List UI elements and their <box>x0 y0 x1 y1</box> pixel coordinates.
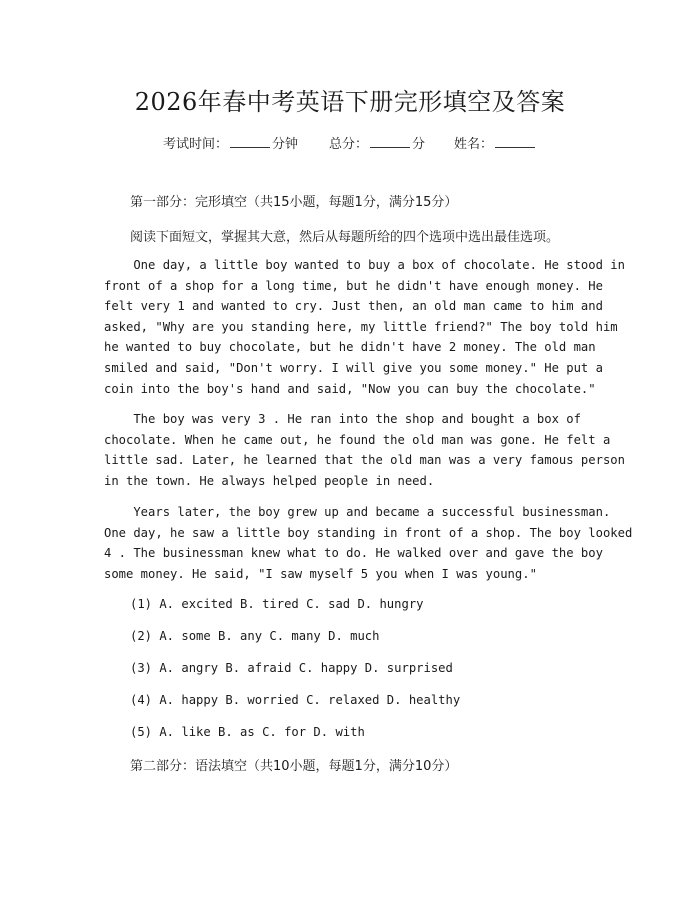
time-blank <box>230 135 270 148</box>
passage-line: felt very 1 and wanted to cry. Just then, an old man came to him and <box>104 299 603 314</box>
option-1: (1) A. excited B. tired C. sad D. hungry <box>130 597 424 611</box>
passage-line: The boy was very 3 . He ran into the shop and bought a box of <box>104 412 581 426</box>
passage-line: front of a shop for a long time, but he didn't have enough money. He <box>104 278 603 293</box>
passage-line: One day, he saw a little boy standing in front of a shop. The boy looked <box>104 525 633 540</box>
passage-line: asked, "Why are you standing here, my little friend?" The boy told him <box>104 319 618 334</box>
score-label: 总分： <box>329 137 369 152</box>
passage-line: he wanted to buy chocolate, but he didn't have 2 money. The old man <box>104 340 596 355</box>
passage-line: 4 . The businessman knew what to do. He walked over and gave the boy <box>104 546 603 561</box>
time-unit: 分钟 <box>272 137 299 152</box>
option-5: (5) A. like B. as C. for D. with <box>130 725 365 739</box>
page-title: 2026年春中考英语下册完形填空及答案 <box>134 88 566 116</box>
part1-heading: 第一部分：完形填空（共15小题，每题1分，满分15分） <box>130 195 458 210</box>
exam-time-field <box>163 133 298 152</box>
passage-line: chocolate. When he came out, he found the old man was gone. He felt a <box>104 432 611 447</box>
passage-paragraph-2 <box>104 409 625 491</box>
passage-line: little sad. Later, he learned that the old man was a very famous person <box>104 453 625 468</box>
passage-paragraph-1 <box>104 255 625 399</box>
option-2: (2) A. some B. any C. many D. much <box>130 629 380 643</box>
passage-line: smiled and said, "Don't worry. I will give you some money." He put a <box>104 360 603 375</box>
passage-paragraph-3 <box>104 502 633 584</box>
name-blank <box>495 135 535 148</box>
score-unit: 分 <box>412 137 426 152</box>
name-field <box>454 133 537 152</box>
passage-line: some money. He said, "I saw myself 5 you when I was young." <box>104 566 537 581</box>
part1-instruction: 阅读下面短文，掌握其大意，然后从每题所给的四个选项中选出最佳选项。 <box>130 230 560 245</box>
passage-line: One day, a little boy wanted to buy a box of chocolate. He stood in <box>104 258 625 272</box>
option-4: (4) A. happy B. worried C. relaxed D. healthy <box>130 693 461 707</box>
option-3: (3) A. angry B. afraid C. happy D. surprised <box>130 661 453 675</box>
passage-line: coin into the boy's hand and said, "Now you can buy the chocolate." <box>104 381 596 396</box>
passage-line: in the town. He always helped people in need. <box>104 473 435 488</box>
total-score-field <box>329 133 425 152</box>
part2-heading: 第二部分：语法填空（共10小题，每题1分，满分10分） <box>130 759 458 774</box>
score-blank <box>370 135 410 148</box>
time-label: 考试时间： <box>163 137 229 152</box>
name-label: 姓名： <box>454 137 494 152</box>
passage-line: Years later, the boy grew up and became a successful businessman. <box>104 505 611 519</box>
